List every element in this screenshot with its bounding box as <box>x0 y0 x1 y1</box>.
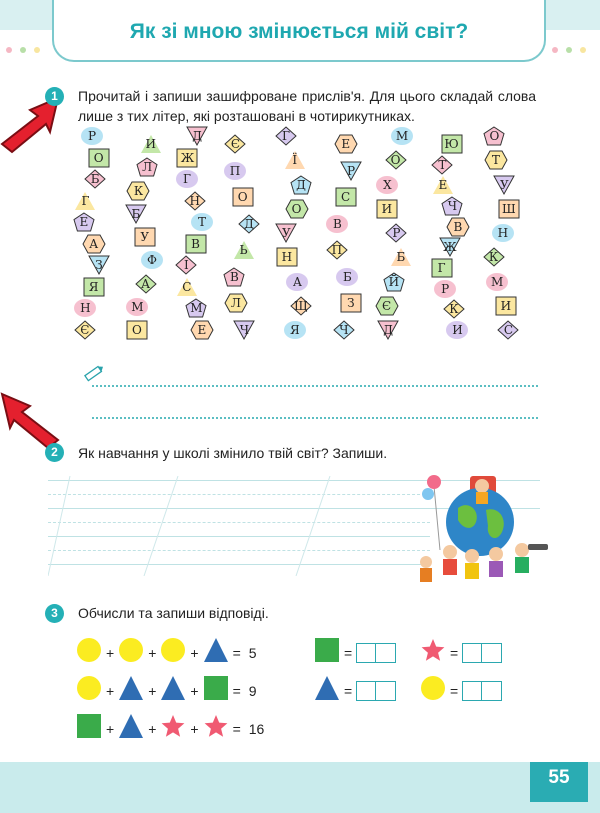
letter-token <box>498 199 520 219</box>
letter-token-text: И <box>381 201 393 216</box>
letter-token-text: Н <box>189 193 200 208</box>
letter-token <box>176 277 198 297</box>
triangle-icon <box>118 713 144 744</box>
letter-token-text: Ж <box>443 240 457 255</box>
decor-dots-left <box>6 40 48 48</box>
letter-token-text: М <box>491 274 504 289</box>
plus-sign: + <box>106 682 115 699</box>
letter-token <box>335 187 357 207</box>
letter-token-text: А <box>89 236 99 251</box>
equation-row <box>76 637 261 668</box>
letter-token <box>446 217 470 237</box>
task-1-number: 1 <box>45 87 64 106</box>
letter-token-text: М <box>190 301 203 316</box>
letter-token <box>483 126 505 146</box>
triangle-icon <box>203 637 229 668</box>
letter-token-text: Є <box>80 323 90 337</box>
letter-token <box>134 227 156 247</box>
page-number: 55 <box>548 767 570 788</box>
writing-area[interactable] <box>48 476 430 576</box>
letter-token <box>334 134 358 154</box>
letter-token-text: У <box>500 177 509 192</box>
letter-token-text: І <box>184 258 189 273</box>
letter-token-text: Е <box>438 178 448 193</box>
letter-token-text: Г <box>81 193 90 208</box>
letter-token <box>491 223 515 243</box>
letter-token <box>385 150 407 170</box>
letter-token-text: О <box>131 323 142 337</box>
answer-box[interactable] <box>356 681 396 701</box>
red-arrow-icon <box>0 392 60 450</box>
letter-token <box>377 320 399 340</box>
letter-token <box>84 169 106 189</box>
answer-line-1[interactable] <box>92 385 538 387</box>
letter-token-text: И <box>500 298 512 313</box>
letter-token-text: Ч <box>239 323 249 337</box>
square-icon <box>76 713 102 744</box>
plus-sign: + <box>106 644 115 661</box>
letter-token-text: Я <box>88 279 99 294</box>
letter-token-text: А <box>141 276 151 291</box>
letter-token-text: И <box>452 323 463 337</box>
letter-token-text: К <box>488 250 499 265</box>
letter-token-text: С <box>503 323 514 337</box>
letter-token <box>290 175 312 195</box>
letter-token <box>375 296 399 316</box>
letter-token-text: Т <box>197 215 206 230</box>
answer-box[interactable] <box>356 643 396 663</box>
letter-token-text: З <box>347 296 355 311</box>
decor-dots-right <box>552 40 594 48</box>
letter-token <box>376 199 398 219</box>
letter-token <box>483 247 505 267</box>
letter-token <box>385 223 407 243</box>
letter-token-text: О <box>237 190 248 205</box>
letter-token <box>185 234 207 254</box>
letter-token-text: Й <box>388 274 400 289</box>
letter-token <box>88 255 110 275</box>
letter-token <box>140 134 162 154</box>
letter-token <box>80 126 104 146</box>
answer-row <box>314 675 396 706</box>
plus-sign: + <box>190 682 199 699</box>
letter-token-text: Н <box>80 301 91 316</box>
letter-token <box>83 277 105 297</box>
letter-token <box>325 214 349 234</box>
letter-token <box>233 320 255 340</box>
plus-sign: + <box>148 682 157 699</box>
letter-token-text: Б <box>342 269 352 284</box>
equals-sign: = <box>232 682 241 699</box>
letter-token <box>238 214 260 234</box>
letter-token-text: Р <box>346 163 356 178</box>
letter-token-text: Р <box>87 129 97 143</box>
letter-token-text: Е <box>197 323 207 337</box>
letter-token <box>190 212 214 232</box>
cipher-puzzle <box>70 120 540 350</box>
letter-token <box>441 196 463 216</box>
letter-token-text: Л <box>230 296 241 311</box>
children-globe-illustration <box>410 470 552 592</box>
letter-token-text: П <box>229 163 241 178</box>
letter-token-text: О <box>489 129 500 143</box>
equals-sign: = <box>232 720 241 737</box>
letter-token-text: Б <box>396 250 406 265</box>
letter-token <box>443 299 465 319</box>
letter-token-text: К <box>449 302 459 317</box>
letter-token <box>445 320 469 340</box>
letter-token <box>175 169 199 189</box>
letter-token-text: Т <box>491 153 500 168</box>
letter-token <box>175 255 197 275</box>
letter-token <box>333 320 355 340</box>
letter-token <box>126 320 148 340</box>
letter-token <box>140 250 164 270</box>
letter-token <box>432 175 454 195</box>
letter-token <box>497 320 519 340</box>
letter-token <box>232 187 254 207</box>
page-title: Як зі мною змінюється мій світ? <box>129 20 469 43</box>
letter-token <box>383 272 405 292</box>
letter-token <box>495 296 517 316</box>
answer-row <box>420 675 502 706</box>
letter-token-text: С <box>340 190 351 205</box>
task-2-text: Як навчання у школі змінило твій світ? Запиши. <box>78 445 388 461</box>
letter-token-text: Х <box>383 177 392 192</box>
letter-token <box>375 175 399 195</box>
equations <box>76 637 316 747</box>
letter-token <box>485 272 509 292</box>
task-3-text: Обчисли та запиши відповіді. <box>78 605 269 621</box>
letter-token <box>484 150 508 170</box>
equation-row <box>76 675 261 706</box>
letter-token <box>326 240 348 260</box>
circle-icon <box>118 637 144 668</box>
letter-token <box>224 134 246 154</box>
answer-row <box>314 637 396 668</box>
letter-token-text: Р <box>441 281 450 296</box>
letter-token <box>176 148 198 168</box>
letter-token-text: Д <box>296 177 306 192</box>
letter-token-text: Ш <box>502 201 516 216</box>
letter-token <box>125 204 147 224</box>
letter-token-text: Ж <box>180 150 195 165</box>
letter-token <box>433 279 457 299</box>
letter-token-text: Т <box>438 157 447 172</box>
triangle-icon <box>118 675 144 706</box>
letter-token-text: В <box>453 219 463 234</box>
letter-token-text: Щ <box>294 298 308 313</box>
letter-token <box>125 297 149 317</box>
letter-token-text: П <box>331 243 343 258</box>
letter-token-text: Ф <box>147 253 157 268</box>
letter-token <box>74 320 96 340</box>
letter-token <box>283 320 307 340</box>
letter-token <box>439 237 461 257</box>
letter-token <box>223 161 247 181</box>
letter-token <box>390 126 414 146</box>
circle-icon <box>420 675 446 706</box>
equals-sign: = <box>344 682 353 699</box>
letter-token <box>275 126 297 146</box>
letter-token-text: Ч <box>339 323 349 337</box>
circle-icon <box>160 637 186 668</box>
letter-token-text: З <box>95 258 103 273</box>
letter-token <box>74 191 96 211</box>
letter-token-text: Е <box>341 137 351 151</box>
plus-sign: + <box>148 720 157 737</box>
equals-sign: = <box>450 644 459 661</box>
letter-token-text: Ю <box>444 137 459 151</box>
letter-token-text: Н <box>281 250 293 265</box>
letter-token-text: Д <box>192 129 202 143</box>
answer-box[interactable] <box>462 643 502 663</box>
letter-token-text: Г <box>182 172 191 187</box>
square-icon <box>314 637 340 668</box>
letter-token-text: О <box>390 153 401 168</box>
answer-line-2[interactable] <box>92 417 538 419</box>
letter-token <box>285 272 309 292</box>
letter-token <box>136 157 158 177</box>
letter-token <box>135 274 157 294</box>
letter-token-text: У <box>140 230 150 244</box>
letter-token-text: В <box>191 236 200 251</box>
task-1-text: Прочитай і запиши зашифроване прислів'я. Для цього складай слова лише з тих літер, які розташовані в чотирикутниках. <box>78 88 536 124</box>
letter-token <box>441 134 463 154</box>
letter-token-text: Б <box>90 172 100 187</box>
plus-sign: + <box>106 720 115 737</box>
letter-token-text: Є <box>381 298 392 313</box>
letter-token <box>276 247 298 267</box>
letter-token <box>290 296 312 316</box>
letter-token-text: О <box>93 150 104 165</box>
equals-sign: = <box>232 644 241 661</box>
plus-sign: + <box>190 644 199 661</box>
task-3-number: 3 <box>45 604 64 623</box>
answer-box[interactable] <box>462 681 502 701</box>
equals-sign: = <box>344 644 353 661</box>
letter-token-text: Є <box>230 137 241 151</box>
answers <box>314 637 544 717</box>
letter-token <box>82 234 106 254</box>
letter-token <box>126 181 150 201</box>
plus-sign: + <box>148 644 157 661</box>
letter-token <box>73 298 97 318</box>
letter-token-text: Г <box>281 129 290 143</box>
equation-result: 9 <box>248 682 257 699</box>
letter-token <box>493 175 515 195</box>
triangle-icon <box>160 675 186 706</box>
letter-token <box>335 267 359 287</box>
pencil-icon <box>82 363 106 383</box>
star-icon <box>160 713 186 744</box>
letter-token <box>340 161 362 181</box>
letter-token-text: К <box>133 183 144 198</box>
letter-token-text: Ч <box>447 199 457 213</box>
letter-token <box>184 191 206 211</box>
letter-token <box>431 258 453 278</box>
triangle-icon <box>314 675 340 706</box>
plus-sign: + <box>190 720 199 737</box>
letter-token-text: Д <box>383 323 394 337</box>
letter-token-text: Л <box>142 160 153 175</box>
letter-token <box>275 223 297 243</box>
task-2-number: 2 <box>45 443 64 462</box>
letter-token-text: У <box>282 226 291 240</box>
letter-token-text: М <box>395 129 409 143</box>
letter-token <box>340 293 362 313</box>
letter-token-text: Е <box>79 215 89 230</box>
star-icon <box>420 637 446 668</box>
equals-sign: = <box>450 682 459 699</box>
circle-icon <box>76 675 102 706</box>
letter-token-text: Ь <box>239 243 248 258</box>
letter-token-text: Р <box>392 226 401 240</box>
letter-token-text: И <box>145 137 156 151</box>
letter-token-text: Н <box>497 226 509 240</box>
circle-icon <box>76 637 102 668</box>
letter-token <box>224 293 248 313</box>
letter-token-text: С <box>182 279 192 294</box>
letter-token-text: Д <box>244 216 254 231</box>
letter-token-text: В <box>332 216 342 231</box>
equation-result: 16 <box>248 720 265 737</box>
letter-token <box>233 240 255 260</box>
footer-band <box>0 762 600 813</box>
letter-token-text: В <box>229 269 239 284</box>
letter-token-text: Я <box>290 323 300 337</box>
equation-row <box>76 713 268 744</box>
letter-token-text: Ї <box>292 153 298 168</box>
star-icon <box>203 713 229 744</box>
letter-token <box>223 267 245 287</box>
letter-token-text: О <box>291 201 302 216</box>
letter-token <box>190 320 214 340</box>
letter-token <box>431 155 453 175</box>
letter-token-text: М <box>131 299 144 314</box>
square-icon <box>203 675 229 706</box>
letter-token <box>88 148 110 168</box>
answer-row <box>420 637 502 668</box>
equation-result: 5 <box>248 644 257 661</box>
letter-token <box>285 199 309 219</box>
letter-token <box>73 212 95 232</box>
letter-token <box>284 150 306 170</box>
letter-token <box>186 126 208 146</box>
letter-token-text: А <box>292 274 302 289</box>
letter-token <box>185 298 207 318</box>
letter-token <box>390 247 412 267</box>
letter-token-text: Г <box>437 261 446 275</box>
letter-token-text: Б <box>131 206 141 221</box>
